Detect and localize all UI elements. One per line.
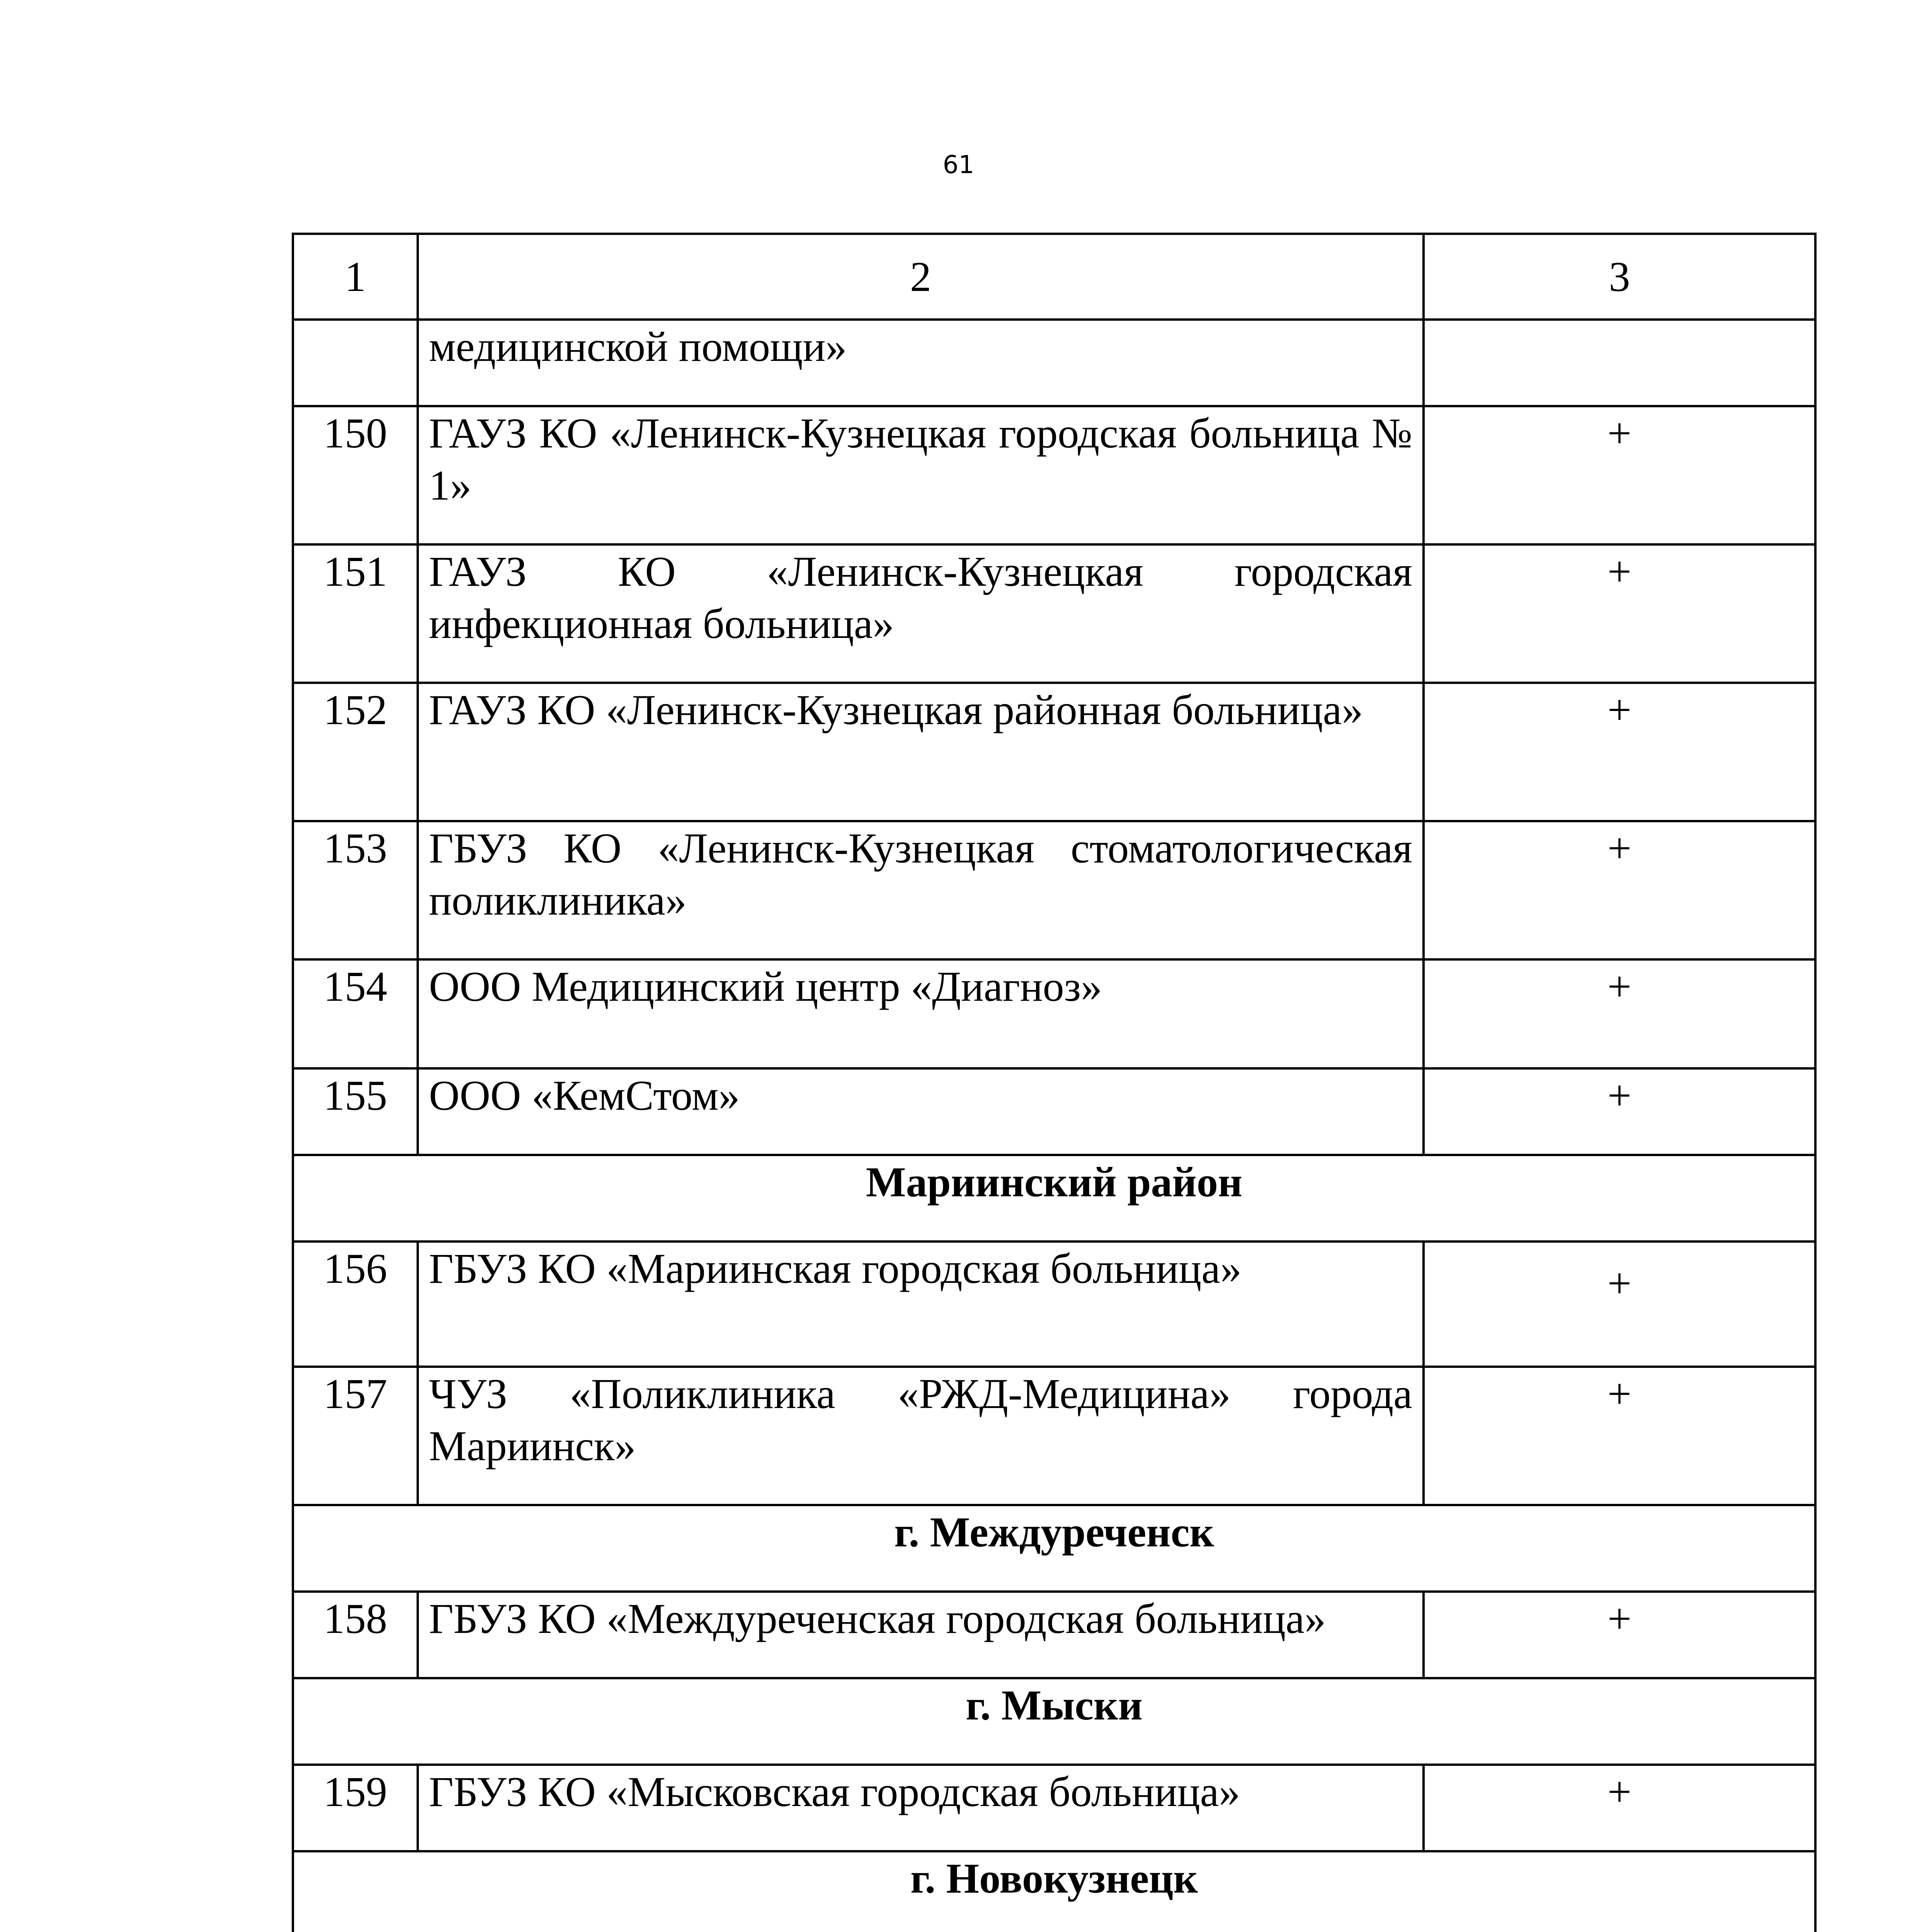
section-row	[293, 1155, 1815, 1242]
table-row	[293, 1367, 1815, 1505]
section-heading: г. Междуреченск	[293, 1505, 1815, 1592]
row-mark: +	[1424, 959, 1815, 1068]
table-header-row	[293, 234, 1815, 320]
institution-name: ГБУЗ КО «Мысковская городская больница»	[418, 1765, 1424, 1851]
row-mark	[1424, 320, 1815, 406]
row-mark: +	[1424, 1592, 1815, 1678]
row-number: 152	[293, 683, 418, 821]
row-mark: +	[1424, 1765, 1815, 1851]
table-row	[293, 320, 1815, 406]
table-row	[293, 683, 1815, 821]
page-number: 61	[942, 151, 975, 179]
institution-name: ГАУЗ КО «Ленинск-Кузнецкая районная больница»	[418, 683, 1424, 821]
institution-name: медицинской помощи»	[418, 320, 1424, 406]
section-row	[293, 1678, 1815, 1765]
institution-name: ГБУЗ КО «Ленинск-Кузнецкая стоматологическая поликлиника»	[418, 821, 1424, 959]
row-number	[293, 320, 418, 406]
row-number: 156	[293, 1242, 418, 1367]
row-mark: +	[1424, 683, 1815, 821]
row-mark: +	[1424, 1242, 1815, 1367]
section-row	[293, 1851, 1815, 1932]
section-row	[293, 1505, 1815, 1592]
row-number: 150	[293, 406, 418, 544]
institution-name: ГАУЗ КО «Ленинск-Кузнецкая городская инфекционная больница»	[418, 544, 1424, 683]
table-row	[293, 406, 1815, 544]
section-heading: г. Мыски	[293, 1678, 1815, 1765]
row-mark: +	[1424, 544, 1815, 683]
header-col-1: 1	[293, 234, 418, 320]
row-number: 154	[293, 959, 418, 1068]
table-row	[293, 1765, 1815, 1851]
row-number: 159	[293, 1765, 418, 1851]
row-number: 153	[293, 821, 418, 959]
header-col-2: 2	[418, 234, 1424, 320]
row-mark: +	[1424, 821, 1815, 959]
institution-name: ГАУЗ КО «Ленинск-Кузнецкая городская больница № 1»	[418, 406, 1424, 544]
row-mark: +	[1424, 406, 1815, 544]
institution-name: ГБУЗ КО «Междуреченская городская больница»	[418, 1592, 1424, 1678]
institution-name: ГБУЗ КО «Мариинская городская больница»	[418, 1242, 1424, 1367]
row-mark: +	[1424, 1068, 1815, 1155]
table-row	[293, 1592, 1815, 1678]
row-number: 157	[293, 1367, 418, 1505]
row-mark: +	[1424, 1367, 1815, 1505]
row-number: 151	[293, 544, 418, 683]
table-row	[293, 959, 1815, 1068]
institution-name: ООО «КемСтом»	[418, 1068, 1424, 1155]
section-heading: Мариинский район	[293, 1155, 1815, 1242]
table-row	[293, 821, 1815, 959]
table-row	[293, 1068, 1815, 1155]
row-number: 155	[293, 1068, 418, 1155]
institutions-table	[292, 233, 1817, 1932]
section-heading: г. Новокузнецк	[293, 1851, 1815, 1932]
header-col-3: 3	[1424, 234, 1815, 320]
institution-name: ЧУЗ «Поликлиника «РЖД-Медицина» города Мариинск»	[418, 1367, 1424, 1505]
table-row	[293, 1242, 1815, 1367]
row-number: 158	[293, 1592, 418, 1678]
institution-name: ООО Медицинский центр «Диагноз»	[418, 959, 1424, 1068]
table-row	[293, 544, 1815, 683]
